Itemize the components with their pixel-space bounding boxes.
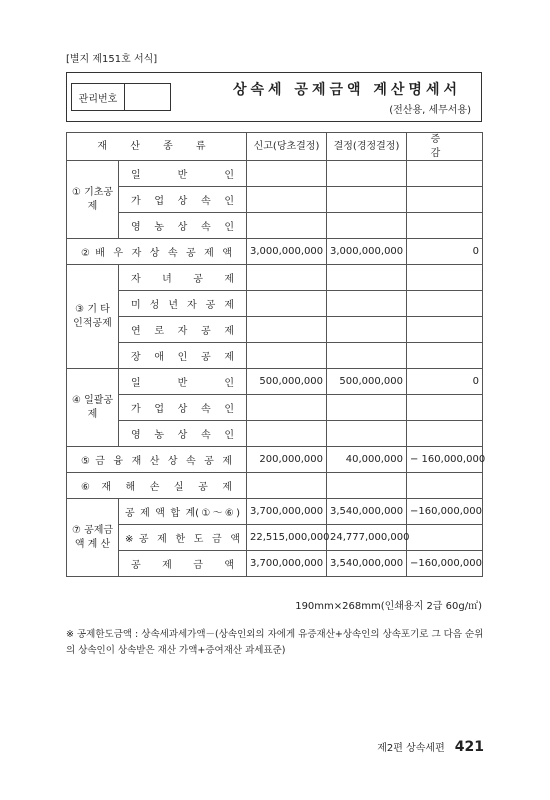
table-row <box>67 239 483 265</box>
decided-value: 40,000,000 <box>327 447 407 473</box>
row-label: 가 업 상 속 인 <box>119 187 247 213</box>
change-value <box>407 291 483 317</box>
decided-value: 3,540,000,000 <box>327 499 407 525</box>
decided-value <box>327 421 407 447</box>
table-header-row <box>67 133 483 161</box>
group-other-personal-deduction: ③ 기 타 인적공제 <box>67 265 119 369</box>
reported-value <box>247 317 327 343</box>
group-basic-deduction: ① 기초공제 <box>67 161 119 239</box>
change-value <box>407 421 483 447</box>
change-value: − 160,000,000 <box>407 447 483 473</box>
decided-value <box>327 473 407 499</box>
document-title: 상속세 공제금액 계산명세서 <box>232 82 462 98</box>
change-value: −160,000,000 <box>407 551 483 577</box>
decided-value: 3,000,000,000 <box>327 239 407 265</box>
row-label: ⑤금 융 재 산 상 속 공 제 <box>67 447 247 473</box>
row-label: 일 반 인 <box>119 369 247 395</box>
reported-value <box>247 187 327 213</box>
decided-value <box>327 161 407 187</box>
change-value <box>407 161 483 187</box>
change-value <box>407 187 483 213</box>
form-number-label: [별지 제151호 서식] <box>66 54 158 65</box>
change-value <box>407 317 483 343</box>
reported-value: 3,700,000,000 <box>247 551 327 577</box>
reported-value <box>247 395 327 421</box>
paper-size-note: 190mm×268mm(인쇄용지 2급 60g/㎡) <box>295 601 482 612</box>
table-row <box>67 447 483 473</box>
change-value <box>407 525 483 551</box>
footnote: ※ 공제한도금액 : 상속세과세가액－(상속인외의 자에게 유증재산+상속인의 상속포기로 그 다음 순위의 상속인이 상속받은 재산 가액+증여재산 과세표준) <box>66 629 484 656</box>
reported-value <box>247 473 327 499</box>
reported-value <box>247 343 327 369</box>
decided-value <box>327 317 407 343</box>
management-number-label: 관리번호 <box>72 84 125 110</box>
table-row <box>67 317 483 343</box>
reported-value: 200,000,000 <box>247 447 327 473</box>
change-value <box>407 265 483 291</box>
row-label: ※공 제 한 도 금 액 <box>119 525 247 551</box>
table-row <box>67 187 483 213</box>
decided-value: 3,540,000,000 <box>327 551 407 577</box>
reported-value: 3,700,000,000 <box>247 499 327 525</box>
change-value: 0 <box>407 369 483 395</box>
reported-value <box>247 291 327 317</box>
reported-value <box>247 265 327 291</box>
decided-value <box>327 291 407 317</box>
reported-value: 3,000,000,000 <box>247 239 327 265</box>
table-row <box>67 343 483 369</box>
reported-value <box>247 421 327 447</box>
column-header-change: 증 감 <box>407 133 483 161</box>
table-row <box>67 421 483 447</box>
page-number: 421 <box>454 739 484 755</box>
table-row <box>67 161 483 187</box>
row-label: 공 제 액 합 계(①～⑥) <box>119 499 247 525</box>
table-row <box>67 369 483 395</box>
column-header-decided: 결정(경정결정) <box>327 133 407 161</box>
management-number-box <box>71 83 171 111</box>
row-label: ②배 우 자 상 속 공 제 액 <box>67 239 247 265</box>
table-row <box>67 395 483 421</box>
document-subtitle: (전산용, 세무서용) <box>389 105 471 116</box>
management-number-field[interactable] <box>125 84 170 110</box>
row-label: 장 애 인 공 제 <box>119 343 247 369</box>
reported-value: 22,515,000,000 <box>247 525 327 551</box>
decided-value <box>327 265 407 291</box>
change-value: 0 <box>407 239 483 265</box>
table-row <box>67 213 483 239</box>
change-value <box>407 343 483 369</box>
change-value <box>407 213 483 239</box>
group-lump-sum-deduction: ④ 일괄공제 <box>67 369 119 447</box>
change-value: −160,000,000 <box>407 499 483 525</box>
row-label: 일 반 인 <box>119 161 247 187</box>
table-row <box>67 473 483 499</box>
row-label: 미 성 년 자 공 제 <box>119 291 247 317</box>
group-deduction-calculation: ⑦ 공제금액 계 산 <box>67 499 119 577</box>
row-label: 가 업 상 속 인 <box>119 395 247 421</box>
table-row <box>67 525 483 551</box>
table-row <box>67 291 483 317</box>
reported-value: 500,000,000 <box>247 369 327 395</box>
decided-value <box>327 187 407 213</box>
row-label: ⑥재 해 손 실 공 제 <box>67 473 247 499</box>
row-label: 자 녀 공 제 <box>119 265 247 291</box>
page-footer <box>377 739 484 755</box>
table-row <box>67 551 483 577</box>
deduction-table <box>66 132 486 577</box>
section-label: 제2편 상속세편 <box>377 743 445 754</box>
column-header-reported: 신고(당초결정) <box>247 133 327 161</box>
table-row <box>67 499 483 525</box>
decided-value: 500,000,000 <box>327 369 407 395</box>
column-header-property-type: 재 산 종 류 <box>67 133 247 161</box>
change-value <box>407 473 483 499</box>
change-value <box>407 395 483 421</box>
decided-value <box>327 343 407 369</box>
row-label: 영 농 상 속 인 <box>119 213 247 239</box>
decided-value: 24,777,000,000 <box>327 525 407 551</box>
form-header <box>66 72 482 122</box>
row-label: 공 제 금 액 <box>119 551 247 577</box>
reported-value <box>247 213 327 239</box>
decided-value <box>327 213 407 239</box>
row-label: 연 로 자 공 제 <box>119 317 247 343</box>
reported-value <box>247 161 327 187</box>
row-label: 영 농 상 속 인 <box>119 421 247 447</box>
decided-value <box>327 395 407 421</box>
table-row <box>67 265 483 291</box>
